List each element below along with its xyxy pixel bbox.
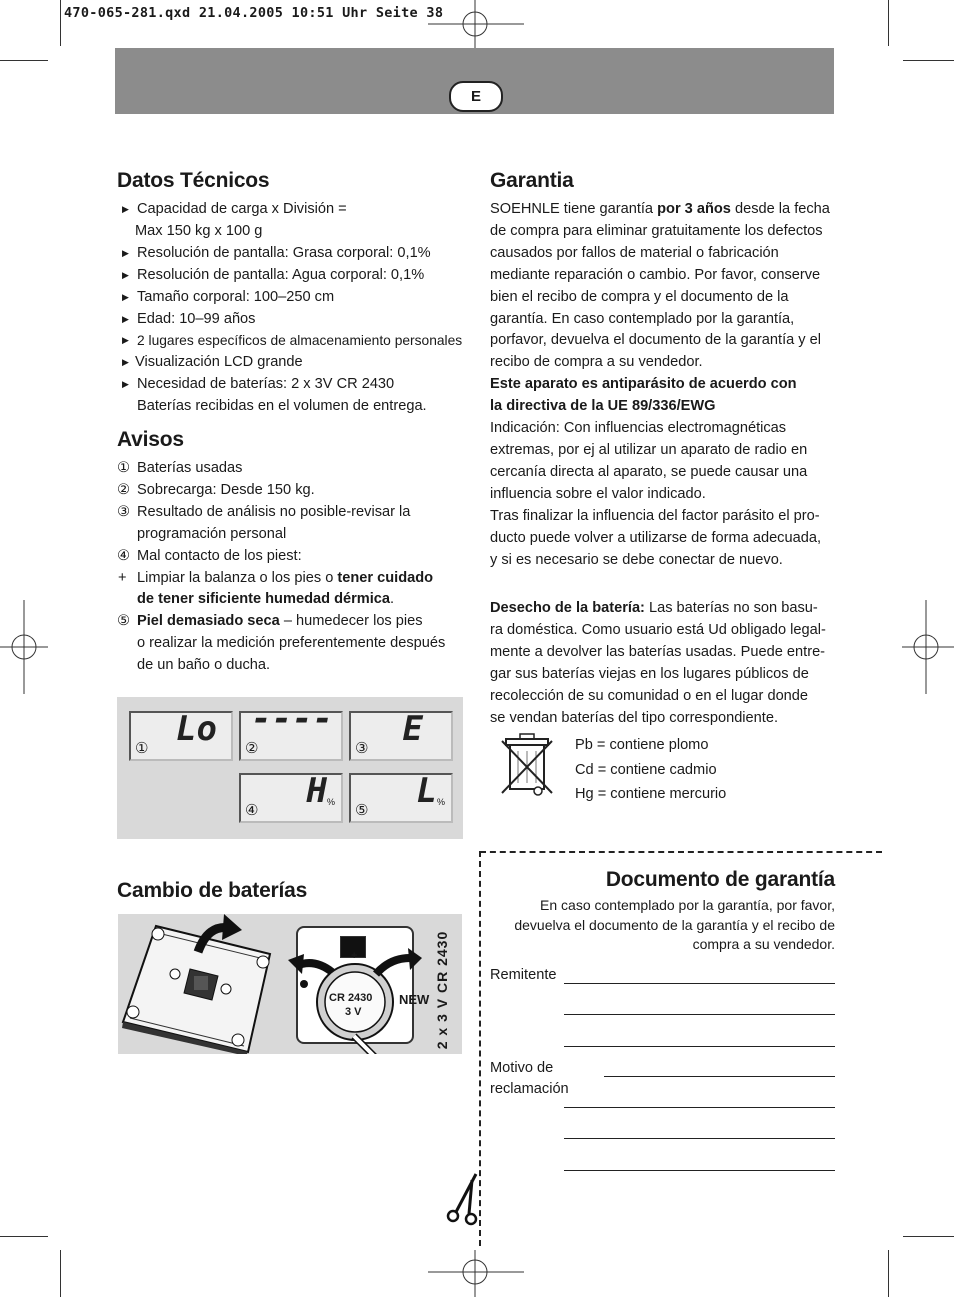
crop-mark [903,1236,954,1237]
paragraph-line: extremas, por ej al utilizar un aparato de radio en [490,441,808,458]
desecho-text [490,598,840,729]
remitente-line[interactable] [564,983,835,984]
scissors-icon [444,1172,482,1228]
motivo-label-line: reclamación [490,1080,569,1097]
list-item: + Limpiar la balanza o los pies o tener cuidado [118,569,434,586]
documento-intro [490,896,835,955]
chem-list [575,733,726,807]
list-item: ▶ Edad: 10–99 años [117,309,467,331]
list-item: Max 150 kg x 100 g [135,222,263,239]
paragraph-line: mediante reparación o cambio. Por favor, conserve [490,266,821,283]
cambio-title: Cambio de baterías [117,879,308,902]
list-item: ④ Mal contacto de los piest: [117,547,302,564]
list-item: ▶ Resolución de pantalla: Grasa corporal: 0,1% [117,243,467,265]
list-item: ▶ Capacidad de carga x División = [117,199,467,221]
registration-mark-icon [902,600,954,694]
motivo-line[interactable] [564,1138,835,1139]
battery-illustration: + CR 2430 3 V NEW 2 x 3 V CR 2430 [118,914,462,1054]
paragraph-line: la directiva de la UE 89/336/EWG [490,398,716,415]
crop-mark [60,1250,61,1297]
arrow-icon: ▶ [122,247,129,258]
list-item: Cd = contiene cadmio [575,761,717,778]
arrow-icon: ▶ [122,379,129,390]
paragraph-line: porfavor, devuelva el documento de la garantía y el [490,332,822,349]
arrow-icon: ▶ [122,291,129,302]
paragraph-line: recibo de compra a su vendedor. [490,354,703,371]
arrow-icon: ▶ [122,313,129,324]
paragraph-line: devuelva el documento de la garantía y el recibo de [514,916,835,933]
list-item: ▶ Necesidad de baterías: 2 x 3V CR 2430 [117,374,467,396]
remitente-line[interactable] [564,1014,835,1015]
documento-title: Documento de garantía [605,868,835,891]
list-item: ▶ 2 lugares específicos de almacenamiento personales [117,330,467,352]
datos-title: Datos Técnicos [117,169,270,192]
motivo-line[interactable] [604,1076,835,1077]
avisos-list [117,458,467,677]
motivo-label [490,1058,569,1099]
new-label: NEW [399,992,430,1007]
paragraph-line: de compra para eliminar gratuitamente los defectos [490,222,823,239]
lcd-panel [117,697,463,839]
arrow-icon: ▶ [122,357,129,368]
lcd-display-5: ⑤ L % [349,773,453,823]
arrow-icon: ▶ [122,335,129,346]
list-item: ① Baterías usadas [117,460,243,476]
crossed-bin-icon [500,731,556,799]
lcd-display-1: ① Lo [129,711,233,761]
battery-plus: + [351,950,358,962]
battery-icon [118,914,462,1054]
paragraph-line: En caso contemplado por la garantía, por favor, [540,897,835,913]
paragraph-line: mente a devolver las baterías usadas. Puede entre- [490,643,826,660]
lcd-display-3: ③ E [349,711,453,761]
paragraph-line: SOEHNLE tiene garantía por 3 años desde la fecha [490,201,830,217]
paragraph-line: Indicación: Con influencias electromagnéticas [490,420,787,437]
paragraph-line: ra doméstica. Como usuario está Ud obligado legal- [490,621,826,638]
list-item: de un baño o ducha. [137,657,271,674]
crop-mark [888,0,889,46]
avisos-title: Avisos [117,428,184,451]
paragraph-line: gar sus baterías viejas en los lugares públicos de [490,665,809,682]
list-item: ③ Resultado de análisis no posible-revisar la [117,503,411,520]
garantia-text [490,199,840,571]
paragraph-line: causados por fallos de material o fabricación [490,244,779,261]
list-item: de tener sificiente humedad dérmica. [137,591,395,608]
paragraph-line: Este aparato es antiparásito de acuerdo con [490,376,797,393]
list-item: ② Sobrecarga: Desde 150 kg. [117,481,315,498]
motivo-line[interactable] [564,1107,835,1108]
crop-mark [903,60,954,61]
cut-line [480,851,882,853]
list-item: Hg = contiene mercurio [575,786,727,802]
list-item: o realizar la medición preferentemente después [137,635,446,652]
list-item: Pb = contiene plomo [575,737,709,753]
list-item: ⑤ Piel demasiado seca – humedecer los pies [117,613,423,630]
paragraph-line: bien el recibo de compra y el documento de la [490,288,789,305]
list-item: ▶ Visualización LCD grande [117,352,467,374]
battery-label: CR 2430 [329,992,373,1004]
remitente-label: Remitente [490,967,557,983]
motivo-line[interactable] [564,1170,835,1171]
paragraph-line: ducto puede volver a utilizarse de forma adecuada, [490,529,821,546]
registration-mark-icon [428,1250,524,1297]
garantia-title: Garantia [490,169,574,192]
list-item: ▶ Resolución de pantalla: Agua corporal: 0,1% [117,265,467,287]
paragraph-line: influencia sobre el valor indicado. [490,485,706,502]
paragraph-line: cercanía directa al aparato, se puede causar una [490,463,808,480]
paragraph-line: recolección de su comunidad o en el lugar donde [490,687,809,704]
crop-mark [888,1250,889,1297]
crop-mark [0,1236,48,1237]
crop-mark [0,60,48,61]
lcd-display-2: ② ---- [239,711,343,761]
list-item: ▶ Tamaño corporal: 100–250 cm [117,287,467,309]
registration-mark-icon [0,600,48,694]
language-badge: E [449,81,503,112]
battery-voltage: 3 V [345,1006,362,1018]
paragraph-line: compra a su vendedor. [692,936,835,952]
paragraph-line: Tras finalizar la influencia del factor parásito el pro- [490,507,820,524]
list-item: Baterías recibidas en el volumen de entrega. [137,398,427,415]
file-info: 470-065-281.qxd 21.04.2005 10:51 Uhr Seite 38 [64,5,444,21]
paragraph-line: y si es necesario se debe conectar de nuevo. [490,551,783,568]
paragraph-line: Desecho de la batería: Las baterías no son basu- [490,600,818,616]
paragraph-line: se vendan baterías del tipo correspondiente. [490,709,779,726]
list-item: programación personal [137,525,287,542]
lcd-display-4: ④ H % [239,773,343,823]
remitente-line[interactable] [564,1046,835,1047]
crop-mark [60,0,61,46]
datos-list [117,199,467,418]
arrow-icon: ▶ [122,269,129,280]
motivo-label-line: Motivo de [490,1060,554,1076]
paragraph-line: garantía. En caso contemplado por la garantía, [490,310,795,327]
arrow-icon: ▶ [122,204,129,214]
